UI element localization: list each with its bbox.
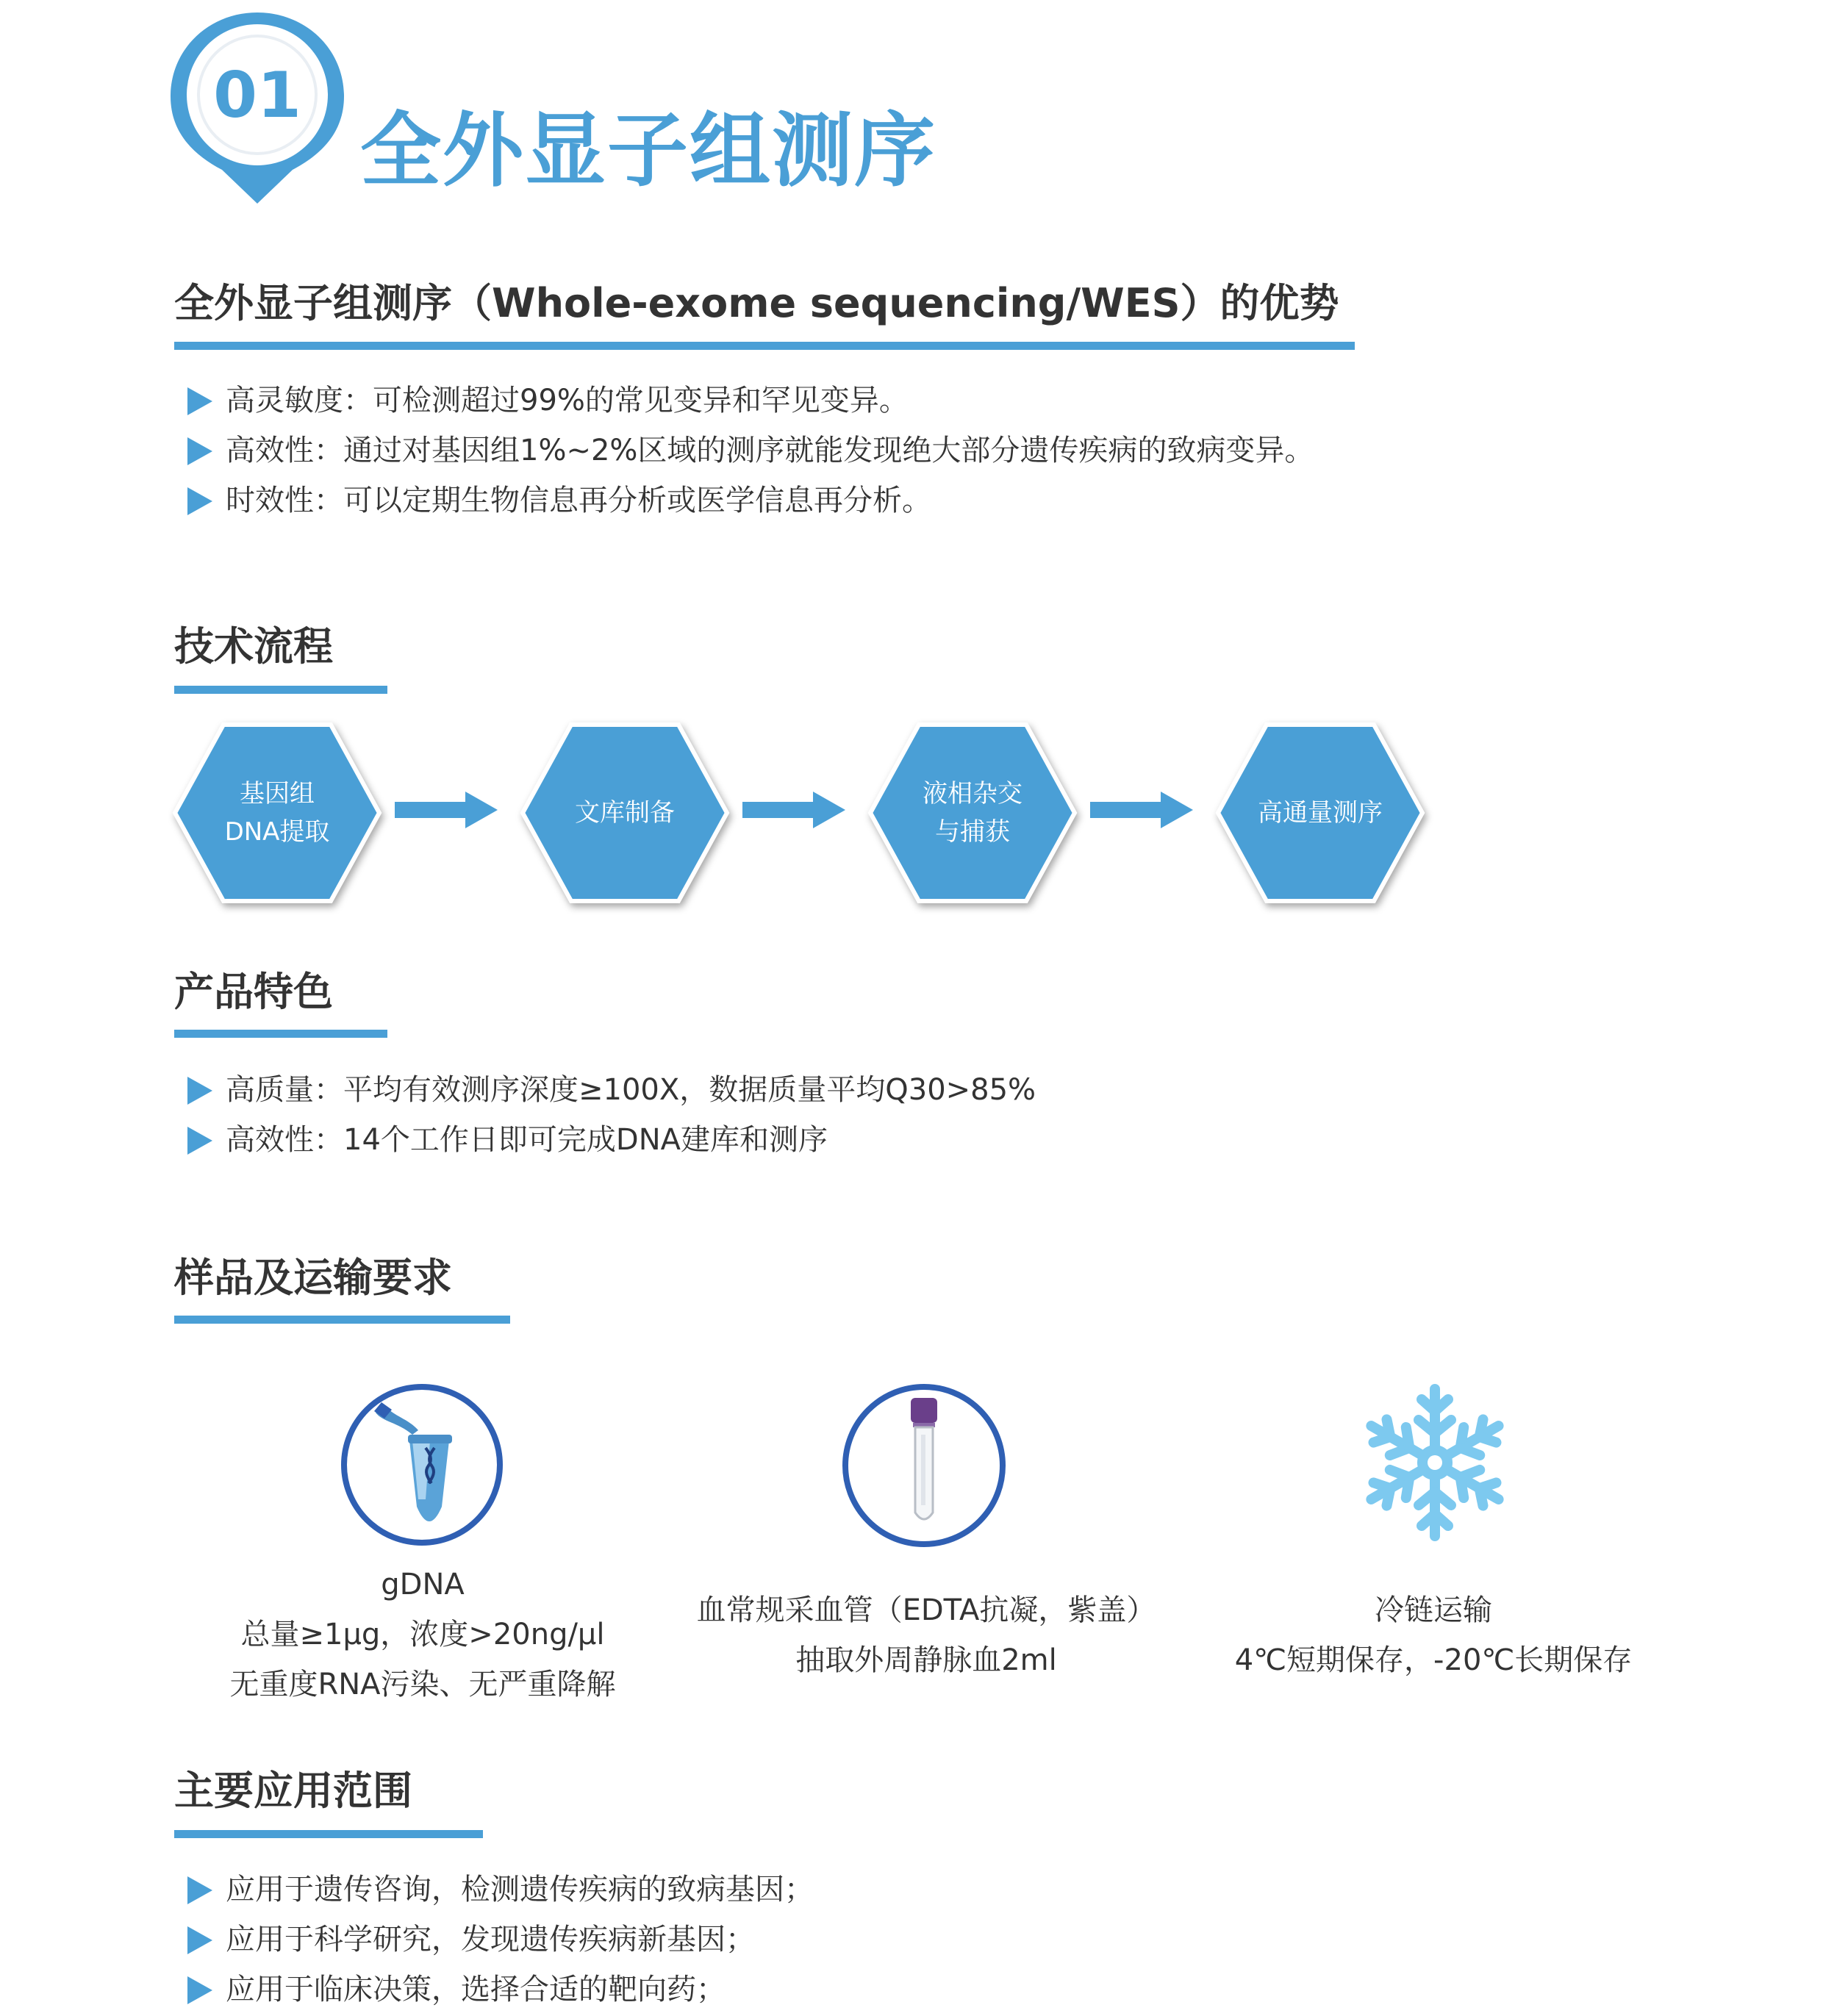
samples-heading: 样品及运输要求: [174, 1255, 452, 1301]
sample-caption-blood: 血常规采血管（EDTA抗凝，紫盖） 抽取外周静脉血2ml: [696, 1593, 1156, 1677]
list-item: 高效性：14个工作日即可完成DNA建库和测序: [184, 1115, 1036, 1165]
list-item: 应用于遗传咨询，检测遗传疾病的致病基因；: [184, 1865, 814, 1915]
list-item: 高效性：通过对基因组1%~2%区域的测序就能发现绝大部分遗传疾病的致病变异。: [184, 426, 1314, 476]
workflow-step-hybridization: [866, 720, 1079, 905]
list-item: 高灵敏度：可检测超过99%的常见变异和罕见变异。: [184, 376, 1314, 426]
triangle-bullet-icon: [187, 1976, 212, 2004]
applications-heading: 主要应用范围: [174, 1768, 412, 1814]
triangle-bullet-icon: [187, 1926, 212, 1954]
section-number: 01: [213, 59, 301, 132]
arrow-right-icon: [1090, 792, 1193, 828]
workflow-step-sequencing: [1214, 720, 1427, 905]
applications-underline: [174, 1830, 483, 1838]
arrow-right-icon: [742, 792, 845, 828]
workflow-step-library-prep: [518, 720, 731, 905]
features-list: [184, 1065, 1036, 1165]
triangle-bullet-icon: [187, 487, 212, 515]
applications-list: [184, 1865, 814, 2015]
sample-caption-cold-chain: 冷链运输 4℃短期保存，-20℃长期保存: [1234, 1593, 1633, 1677]
sample-caption-gdna: gDNA 总量≥1μg，浓度>20ng/μl 无重度RNA污染、无严重降解: [229, 1568, 616, 1701]
list-item: 应用于临床决策，选择合适的靶向药；: [184, 1965, 814, 2015]
triangle-bullet-icon: [187, 387, 212, 415]
blood-tube-icon: [840, 1382, 1008, 1549]
advantages-list: [184, 376, 1314, 525]
features-underline: [174, 1030, 387, 1038]
list-item: 高质量：平均有效测序深度≥100X，数据质量平均Q30>85%: [184, 1065, 1036, 1115]
advantages-underline: [174, 342, 1355, 350]
triangle-bullet-icon: [187, 1127, 212, 1155]
workflow-step-label: 文库制备: [575, 798, 675, 828]
snowflake-icon: [1361, 1382, 1508, 1543]
triangle-bullet-icon: [187, 437, 212, 465]
advantages-heading: 全外显子组测序（Whole-exome sequencing/WES）的优势: [174, 280, 1339, 326]
triangle-bullet-icon: [187, 1876, 212, 1904]
features-heading: 产品特色: [174, 969, 333, 1015]
section-number-badge: [169, 11, 345, 209]
list-item: 时效性：可以定期生物信息再分析或医学信息再分析。: [184, 476, 1314, 525]
workflow-step-label: 基因组 DNA提取: [224, 779, 330, 847]
workflow-step-label: 高通量测序: [1258, 798, 1383, 828]
dna-tube-icon: [339, 1382, 505, 1548]
workflow-heading: 技术流程: [174, 623, 333, 670]
samples-underline: [174, 1316, 510, 1324]
workflow-step-dna-extraction: [171, 720, 384, 905]
list-item: 应用于科学研究，发现遗传疾病新基因；: [184, 1915, 814, 1965]
page-title: 全外显子组测序: [360, 104, 936, 198]
triangle-bullet-icon: [187, 1077, 212, 1105]
workflow-step-label: 液相杂交 与捕获: [923, 779, 1022, 847]
arrow-right-icon: [395, 792, 498, 828]
workflow-underline: [174, 686, 387, 694]
